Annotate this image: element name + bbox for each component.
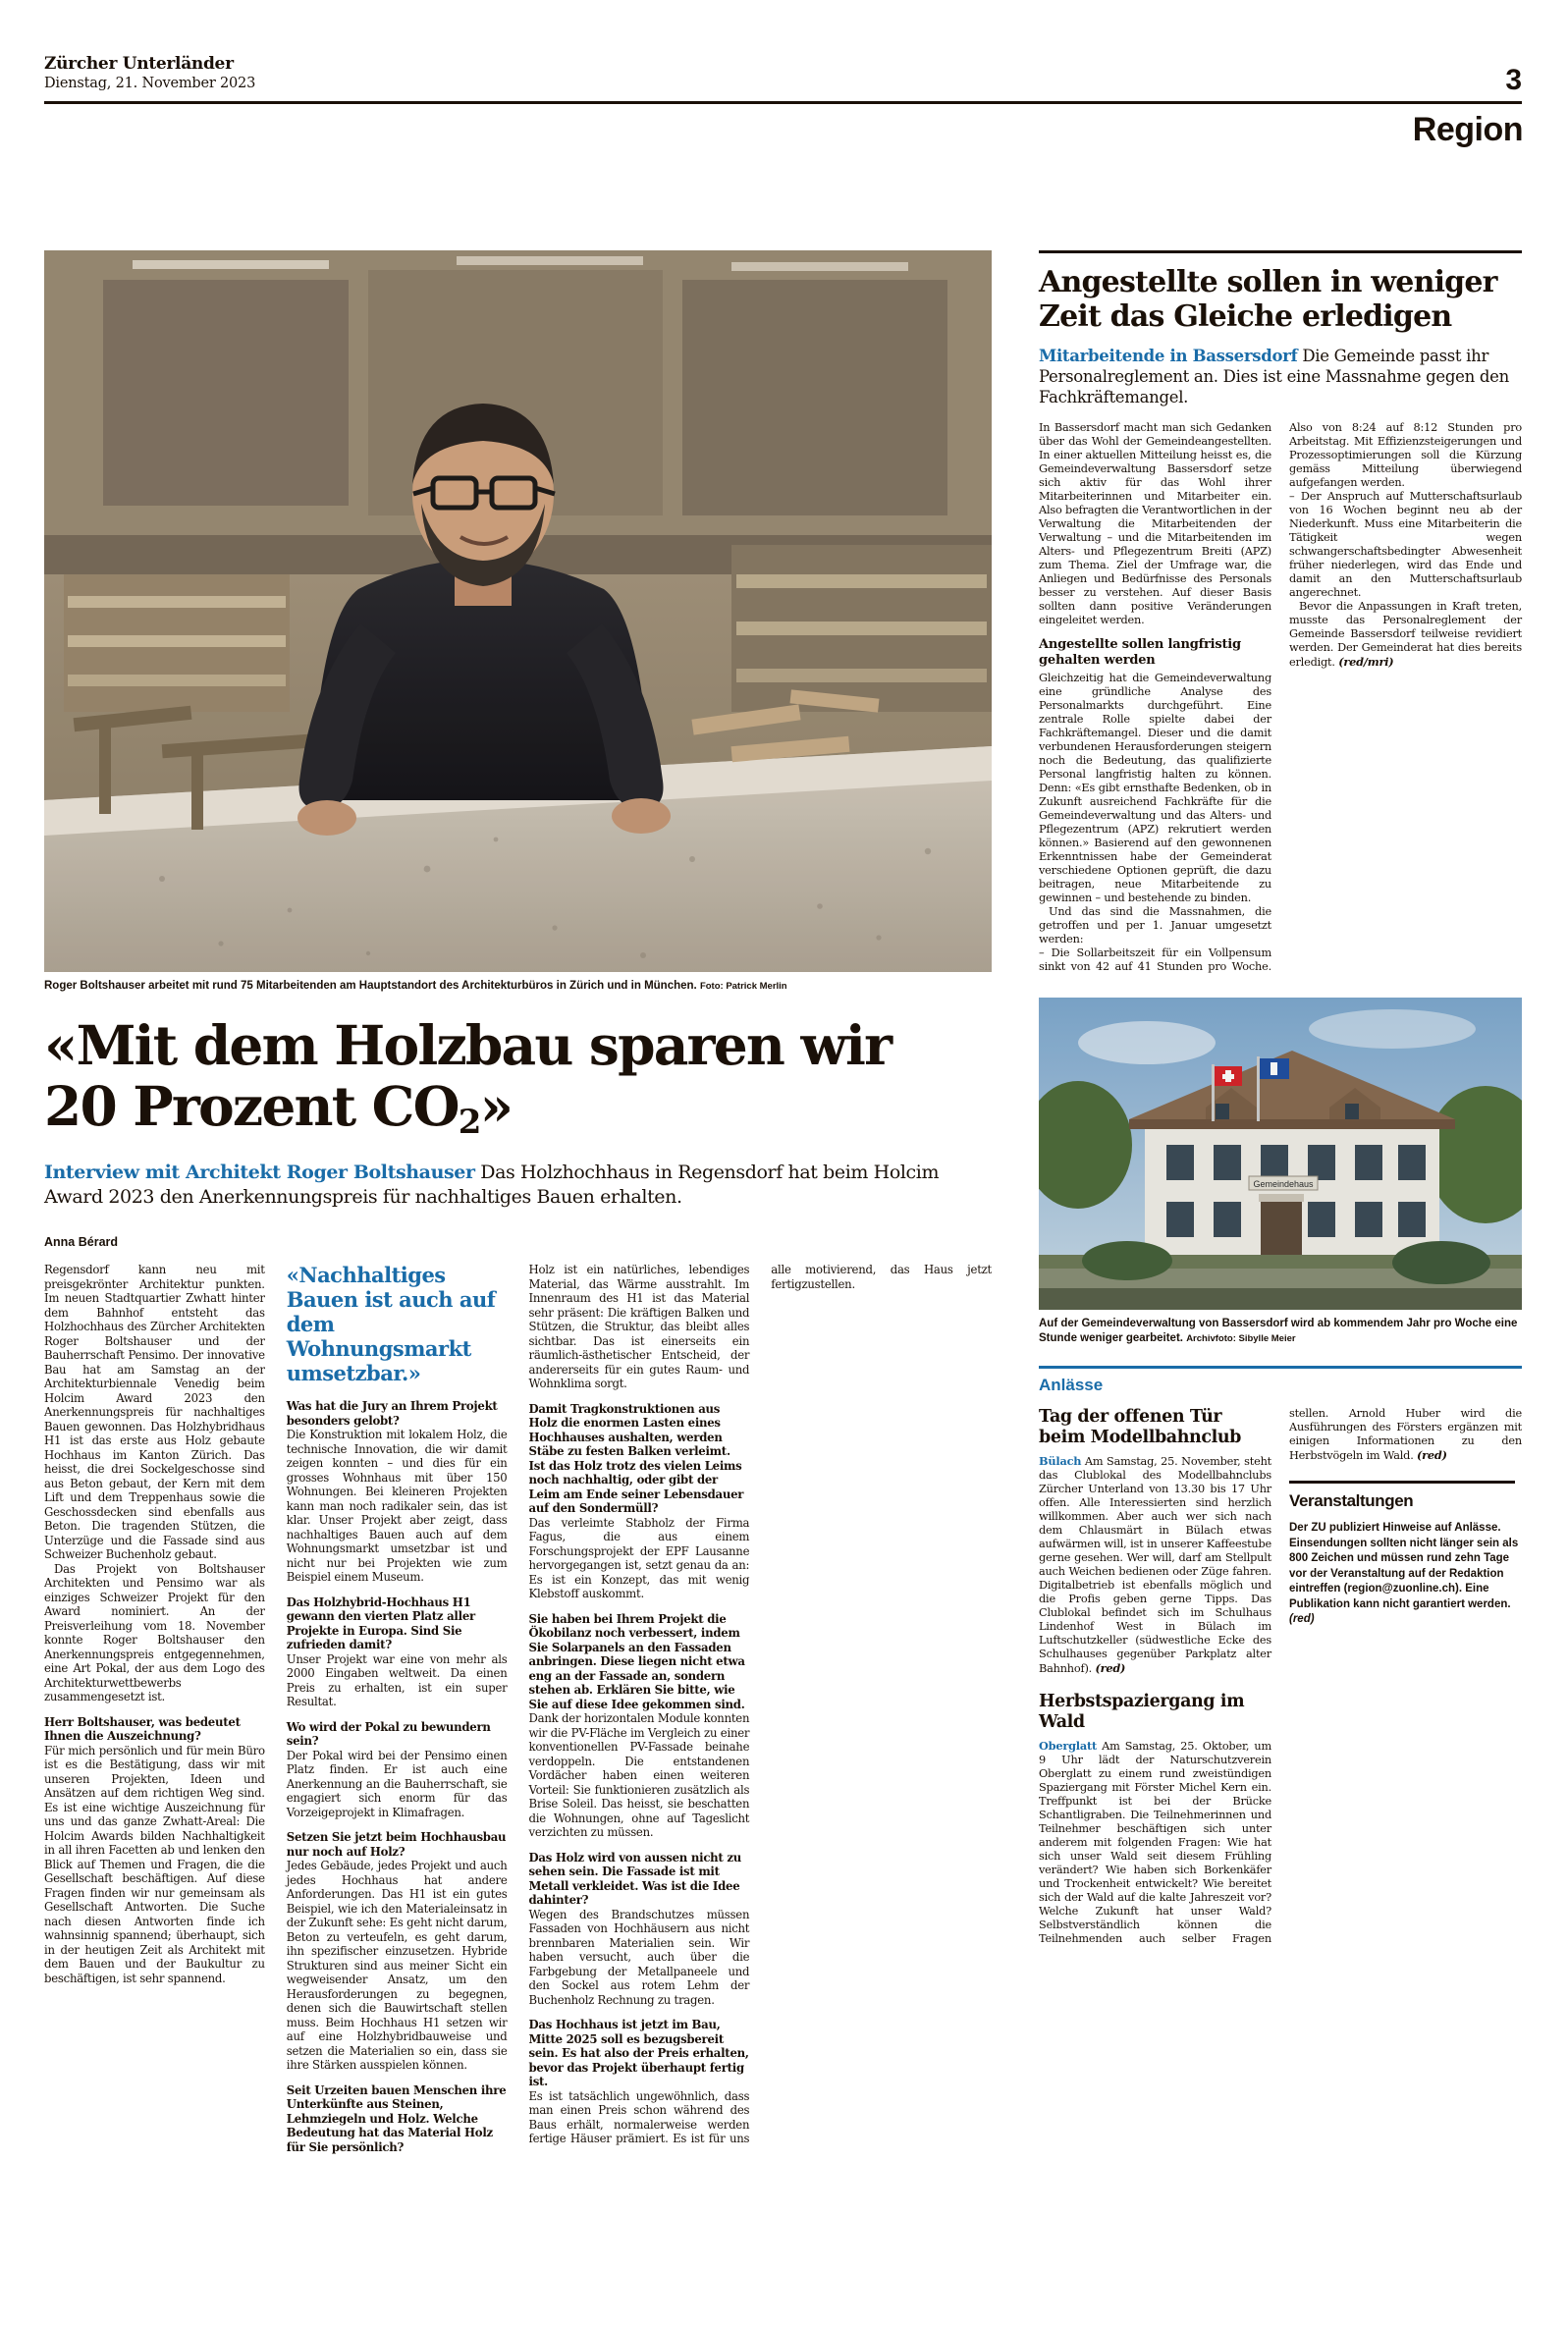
paragraph: Das Projekt von Boltshauser Architekten und Pensimo war als einziges Schweizer Projekt für den Award nominiert. An der Preisverleihung vom 18. November konnte Roger Boltshauser den Anerkennungspreis entgegennehmen, eine Art Pokal, der aus dem Logo des Architekturwettbewerbs zusammengesetzt ist. (44, 1561, 265, 1703)
anlass-place: Bülach (1039, 1454, 1082, 1468)
main-story (44, 250, 992, 2166)
interview-answer: Die Konstruktion mit lokalem Holz, die technische Innovation, die wir damit zeigen konnten – und dies für ein grosses Wohnhaus mit über 150 Wohnungen. Bei kleineren Projekten kann man noch radikaler sein, das ist klar. Unser Projekt aber zeigt, dass nachhaltiges Bauen auch auf dem Wohnungsmarkt umsetzbar ist und nicht nur bei Projekten wie zum Beispiel einem Museum. (286, 1428, 508, 1584)
interview-question: Setzen Sie jetzt beim Hochhausbau nur noch auf Holz? (286, 1830, 507, 1859)
pull-quote: «Nachhaltiges Bauen ist auch auf dem Wohnungsmarkt umsetzbar.» (286, 1263, 496, 1385)
publication-title: Zürcher Unterländer (44, 54, 234, 74)
right-photo-caption (1039, 1317, 1522, 1346)
interview-answer: Unser Projekt war eine von mehr als 2000 Eingaben weltweit. Da einen Preis zu erhalten, ist ein super Resultat. (286, 1651, 508, 1708)
masthead-divider (44, 101, 1522, 104)
interview-question: Das Hochhaus ist jetzt im Bau, Mitte 2025 soll es bezugsbereit sein. Es hat also der Preis erhalten, bevor das Projekt überhaupt fertig ist. (528, 2018, 749, 2088)
lead-text: Das Holzhochhaus in Regensdorf hat beim Holcim Award 2023 den Anerkennungspreis für nachhaltiges Bauen erhalten. (44, 1162, 940, 1208)
interview-question: Damit Tragkonstruktionen aus Holz die enormen Lasten eines Hochhauses aushalten, werden Stäbe zu festen Balken verleimt. Ist das Holz trotz des vielen Leims noch nachhaltig, oder gibt der Leim am Ende seiner Lebensdauer auf den Sondermüll? (528, 1401, 744, 1515)
article-signature: (red/mri) (1338, 655, 1394, 669)
section-title: Region (1412, 111, 1523, 148)
anlass-signature: (red) (1417, 1448, 1447, 1462)
interview-question: Sie haben bei Ihrem Projekt die Ökobilanz noch verbessert, indem Sie Solarpanels an den Fassaden anbringen. Diese liegen nicht etwa eng an der Fassade an, sondern stehen ab. Erklären Sie bitte, wie Sie auf diese Idee gekommen sind. (528, 1611, 745, 1711)
masthead (44, 54, 1522, 96)
lead-kicker: Interview mit Architekt Roger Boltshauser (44, 1162, 475, 1183)
anlass-text: Am Samstag, 25. November, steht das Clublokal des Modellbahnclubs Zürcher Unterland von 13.30 bis 17 Uhr offen. Alle Interessierten sind herzlich willkommen. Aber auch wer sich nach dem Chlausmärt in Bülach etwas aufwärmen will, ist in unserer Kaffeestube gerne gesehen. Wer will, darf am Stellpult auch Weichen bedienen oder Züge fahren. Digitalbetrieb ist ebenfalls möglich und die Profis geben gerne Tipps. Das Clublokal befindet sich im Schulhaus Lindenhof West in Bülach im Luftschutzkeller (südwestliche Ecke des Schulhauses gegenüber Parkplatz alter Bahnhof). (1039, 1455, 1271, 1675)
paragraph: – Die Sollarbeitszeit für ein Vollpensum sinkt von 42 auf 41 Stunden pro Woche. Also von 8:24 auf 8:12 Stunden pro Arbeitstag. Mit Effizienzsteigerungen und Prozessoptimierungen soll die Kürzung gemäss Mitteilung überwiegend aufgefangen werden. (1039, 421, 1522, 973)
veranstaltungen-divider (1289, 1481, 1515, 1484)
right-story-headline: Angestellte sollen in weniger Zeit das Gleiche erledigen (1039, 265, 1497, 334)
right-story-lead (1039, 346, 1522, 407)
right-lead-kicker: Mitarbeitende in Bassersdorf (1039, 347, 1298, 365)
right-caption-text: Auf der Gemeindeverwaltung von Bassersdorf wird ab kommendem Jahr pro Woche eine Stunde weniger gearbeitet. (1039, 1318, 1518, 1344)
interview-answer: Der Pokal wird bei der Pensimo einen Platz finden. Er ist auch eine Anerkennung an die Bauherrschaft, sie engagiert sich enorm für das Vorzeigeprojekt in Klimafragen. (286, 1748, 508, 1819)
paragraph-text: Bevor die Anpassungen in Kraft treten, musste das Personalreglement der Gemeinde Bassersdorf teilweise revidiert werden. Der Gemeinderat hat dies bereits erledigt. (1289, 600, 1522, 669)
veranstaltungen-title: Veranstaltungen (1289, 1491, 1414, 1510)
paragraph-intro: Regensdorf kann neu mit preisgekrönter Architektur punkten. Im neuen Stadtquartier Zwhatt hinter dem Bahnhof entsteht das Holzhochhaus des Zürcher Architekten Roger Boltshauser und der Bauherrschaft Pensimo. Der innovative Bau hat am Samstag an der Architekturbiennale Venedig beim Holcim Award 2023 den Anerkennungspreis für nachhaltiges Bauen gewonnen. Das Holzhybridhaus H1 ist das erste aus Holz gebaute Hochhaus im Kanton Zürich. Das heisst, die drei Sockelgeschosse sind aus Beton gebaut, der Kern mit dem Lift und dem Treppenhaus sowie die Geschossdecken sind ebenfalls aus Beton. Die tragenden Stützen, die Unterzüge und die Fassade sind aus Schweizer Buchenholz gebaut. (44, 1263, 265, 1561)
anlaesse-section-label: Anlässe (1039, 1376, 1104, 1394)
interview-answer: Wegen des Brandschutzes müssen Fassaden von Hochhäusern aus nicht brennbaren Materialien sein. Wir haben versucht, auch über die Farbgebung der Metallpaneele und den Sockel aus rotem Lehm der Buchenholz Rechnung zu tragen. (528, 1907, 750, 2007)
anlass-body (1039, 1454, 1271, 1676)
interview-question: Wo wird der Pokal zu bewundern sein? (286, 1719, 491, 1748)
headline-line-2a: 20 Prozent CO (44, 1074, 459, 1138)
svg-text:Gemeindehaus: Gemeindehaus (1253, 1179, 1314, 1189)
paragraph (1289, 600, 1522, 670)
right-photo-credit: Archivfoto: Sibylle Meier (1186, 1332, 1296, 1344)
paragraph: Und das sind die Massnahmen, die getroffen und per 1. Januar umgesetzt werden: (1039, 905, 1271, 946)
right-story-columns (1039, 421, 1522, 986)
interview-question: Seit Urzeiten bauen Menschen ihre Unterkünfte aus Steinen, Lehmziegeln und Holz. Welche Bedeutung hat das Material Holz für Sie persönlich? (286, 2082, 507, 2154)
interview-question: Was hat die Jury an Ihrem Projekt besonders gelobt? (286, 1399, 498, 1428)
veranstaltungen-block (1289, 1481, 1522, 1628)
right-story-photo (1039, 998, 1522, 1310)
headline-line-1: «Mit dem Holzbau sparen wir (44, 1013, 892, 1077)
headline-subscript: 2 (458, 1103, 480, 1142)
interview-answer: Das verleimte Stabholz der Firma Fagus, die aus einem Forschungsprojekt der EPF Lausanne hervorgegangen ist, setzt genau da an: Es ist ein Konzept, das mit wenig Klebstoff auskommt. (528, 1515, 750, 1600)
anlass-place: Oberglatt (1039, 1739, 1098, 1753)
main-headline (44, 1015, 987, 1145)
gemeindehaus-photo-image (1039, 998, 1522, 1310)
main-lead (44, 1161, 957, 1210)
interview-answer: Es ist tatsächlich ungewöhnlich, dass man einen Preis schon während des Baus erhält, normalerweise werden fertige Häuser prämiert. Es ist für uns alle motivierend, das Haus jetzt fertigzustellen. (528, 1263, 992, 2145)
interview-answer: Jedes Gebäude, jedes Projekt und auch jedes Hochhaus hat andere Anforderungen. Das H1 ist ein gutes Beispiel, wie ich den Materialeinsatz in der Zukunft sehe: Es geht nicht darum, Beton zu verteufeln, es geht darum, ihn spezifischer einzusetzen. Hybride Strukturen sind aus meiner Sicht ein wegweisender Ansatz, um den Herausforderungen zu begegnen, denen sich die Bauwirtschaft stellen muss. Beim Hochhaus H1 setzen wir auf eine Holzhybridbauweise und setzen die Materialien so ein, dass sie ihre Stärken ausspielen können. (286, 1859, 508, 2072)
page-number: 3 (1505, 64, 1522, 96)
paragraph: In Bassersdorf macht man sich Gedanken über das Wohl der Gemeindeangestellten. In einer aktuellen Mitteilung heisst es, die Gemeindeverwaltung Bassersdorf setze sich aktiv für das Wohl ihrer Mitarbeiterinnen und Mitarbeiter ein. Also befragten die Verantwortlichen in der Verwaltung die Mitarbeitenden der Verwaltung – und die Mitarbeitenden im Alters- und Pflegezentrum Breiti (APZ) zum Thema. Ziel der Umfrage war, die Anliegen und Bedürfnisse des Personals besser zu verstehen. Auf dieser Basis sollten dann positive Veränderungen eingeleitet werden. (1039, 421, 1271, 626)
hero-caption-text: Roger Boltshauser arbeitet mit rund 75 Mitarbeitenden am Hauptstandort des Architekturbüros in Zürich und in München. (44, 980, 697, 992)
right-column (1039, 250, 1522, 1957)
column-2-start (287, 1263, 508, 1385)
veranstaltungen-body (1289, 1521, 1522, 1628)
interview-answer: Dank der horizontalen Module konnten wir die PV-Fläche im Vergleich zu einer konventionellen PV-Fassade beinahe verdoppeln. Die entstandenen Vordächer haben einen weiteren Vorteil: Sie funktionieren zusätzlich als Brise Soleil. Das heisst, sie beschatten die Wohnungen, ohne auf Tageslicht verzichten zu müssen. (528, 1711, 750, 1839)
veranstaltungen-text: Der ZU publiziert Hinweise auf Anlässe. Einsendungen sollten nicht länger sein als 800 Zeichen und müssen rund zehn Tage vor der Veranstaltung auf der Redaktion eintreffen (region@zuonline.ch). Eine Publikation kann nicht garantiert werden. (1289, 1522, 1519, 1610)
anlaesse-divider (1039, 1366, 1522, 1369)
interview-question: Das Holzhybrid-Hochhaus H1 gewann den vierten Platz aller Projekte in Europa. Sind Sie zufrieden damit? (286, 1595, 475, 1651)
right-lead-text: Die Gemeinde passt ihr Personalreglement an. Dies ist eine Massnahme gegen den Fachkräftemangel. (1039, 347, 1509, 406)
anlass-title: Herbstspaziergang im Wald (1039, 1692, 1245, 1732)
right-top-divider (1039, 250, 1522, 253)
interview-question: Herr Boltshauser, was bedeutet Ihnen die Auszeichnung? (44, 1714, 241, 1743)
subheading: Angestellte sollen langfristig gehalten werden (1039, 637, 1241, 668)
interview-question: Das Holz wird von aussen nicht zu sehen sein. Die Fassade ist mit Metall verkleidet. Was ist die Idee dahinter? (528, 1850, 742, 1907)
hero-photo (44, 250, 992, 972)
byline: Anna Bérard (44, 1235, 119, 1249)
hero-photo-credit: Foto: Patrick Merlin (699, 981, 787, 992)
anlass-title: Tag der offenen Tür beim Modellbahnclub (1039, 1407, 1242, 1447)
hero-photo-caption (44, 979, 992, 994)
anlass-signature: (red) (1095, 1661, 1126, 1675)
interview-columns (44, 1263, 992, 2166)
paragraph: – Der Anspruch auf Mutterschaftsurlaub von 16 Wochen beginnt neu ab der Niederkunft. Muss eine Mitarbeiterin die Tätigkeit wegen schwangerschaftsbedingter Abwesenheit früher niederlegen, wird das Ende und damit an den Mutterschaftsurlaub angerechnet. (1289, 490, 1522, 599)
interview-answer: Holz ist ein natürliches, lebendiges Material, das Wärme ausstrahlt. Im Innenraum des H1 ist das Material sehr präsent: Die kräftigen Balken und Stützen, die Struktur, das bleibt alles sichtbar. Das ist einerseits ein räumlich-ästhetischer Entscheid, der andererseits für ein gutes Raum- und Wohnklima sorgt. (528, 1263, 750, 1390)
anlaesse-columns (1039, 1407, 1522, 1957)
hero-photo-image (44, 250, 992, 972)
interview-answer: Für mich persönlich und für mein Büro ist es die Bestätigung, dass wir mit unseren Projekten, Ideen und Ansätzen auf dem richtigen Weg sind. Es ist eine wichtige Auszeichnung für uns und das ganze Zwhatt-Areal: Die Holcim Awards bilden Nachhaltigkeit in all ihren Facetten ab und lenken den Blick auf Themen und Fragen, die die Gesellschaft beschäftigen. Auf diese Fragen finden wir nur gemeinsam als Gesellschaft Antworten. Die Suche nach diesen Antworten finde ich wahnsinnig spannend; überhaupt, sich in der heutigen Zeit als Architekt mit dem Bauen und der Baukultur zu beschäftigen, ist sehr spannend. (44, 1743, 265, 1985)
veranstaltungen-signature: (red) (1289, 1613, 1315, 1625)
anlass-text: Am Samstag, 25. Oktober, um 9 Uhr lädt der Naturschutzverein Oberglatt zu einem rund zweistündigen Spaziergang mit Förster Michel Kern ein. Treffpunkt ist bei der Brücke Schantligraben. Die Teilnehmerinnen und Teilnehmer beschäftigen sich unter anderem mit folgenden Fragen: Wie hat sich unser Wald seit diesem Frühling verändert? Wie haben sich Borkenkäfer und Trockenheit entwickelt? Wie bereitet sich der Wald auf die kalte Jahreszeit vor? Welche Zukunft hat unser Wald? Selbstverständlich können die Teilnehmenden auch selber Fragen stellen. Arnold Huber wird die Ausführungen des Försters ergänzen mit einigen Informationen zu den Herbstvögeln im Wald. (1039, 1407, 1522, 1945)
headline-line-2b: » (479, 1074, 513, 1138)
paragraph: Gleichzeitig hat die Gemeindeverwaltung eine gründliche Analyse des Personalmarkts durchgeführt. Eine zentrale Rolle spielte dabei der Fachkräftemangel. Dieser und die damit verbundenen Herausforderungen steigern noch die Bedeutung, das qualifizierte Personal langfristig halten zu können. Denn: «Es gibt ernsthafte Bedenken, ob in Zukunft ausreichend Fachkräfte für die Gemeindeverwaltung und das Alters- und Pflegezentrum (APZ) rekrutiert werden können.» Basierend auf den gewonnenen Erkenntnissen habe der Gemeinderat verschiedene Optionen geprüft, die dazu beitragen, neue Mitarbeitende zu gewinnen – und bestehende zu binden. (1039, 672, 1271, 904)
publication-date: Dienstag, 21. November 2023 (44, 76, 256, 91)
